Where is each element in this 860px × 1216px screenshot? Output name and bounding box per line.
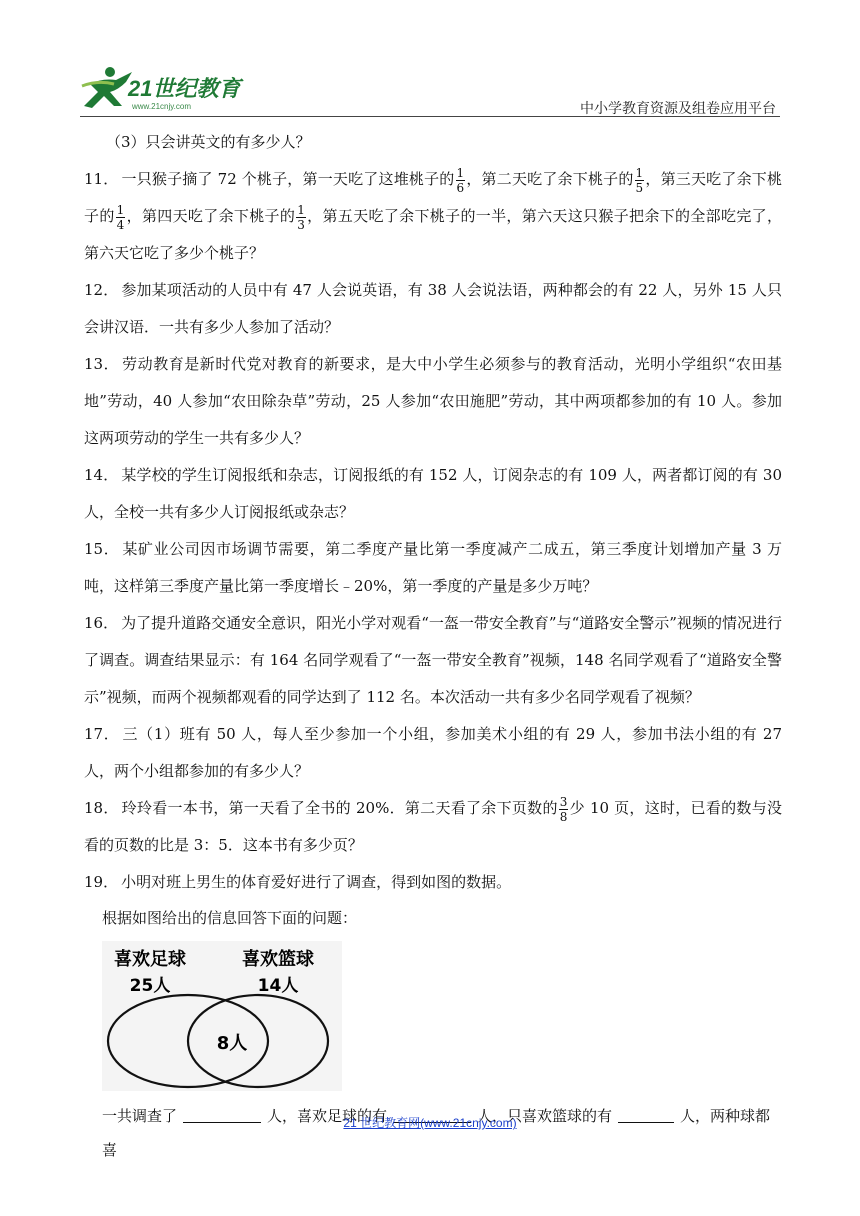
question-number: 19． — [84, 873, 119, 891]
question-number: 18． — [84, 799, 119, 817]
fraction: $\frac{1}{4}$ — [116, 202, 125, 232]
svg-text:21世纪教育: 21世纪教育 — [128, 76, 241, 101]
question-18: 18． 玲玲看一本书，第一天看了全书的 20%．第二天看了余下页数的 $\frac{3}{8}$ 少 10 页，这时，已看的数与没看的页数的比是 3：5．这本书有多少页？ — [84, 794, 782, 854]
question-12: 12． 参加某项活动的人员中有 47 人会说英语，有 38 人会说法语，两种都会的有 22 人，另外 15 人只会讲汉语．一共有多少人参加了活动？ — [84, 281, 782, 336]
venn-left-count: 25人 — [129, 976, 171, 996]
header-rule — [80, 116, 780, 117]
logo-graphic — [80, 62, 280, 116]
question-13: 13． 劳动教育是新时代党对教育的新要求，是大中小学生必须参与的教育活动，光明小学组织“农田基地”劳动，40 人参加“农田除杂草”劳动，25 人参加“农田施肥”劳动，其中两项都参加的有 10 人。参加这两项劳动的学生一共有多少人？ — [84, 355, 782, 447]
question-number: 17． — [84, 725, 120, 743]
fraction: $\frac{1}{3}$ — [297, 202, 305, 232]
question-content — [84, 124, 782, 1167]
venn-right-count: 14人 — [257, 976, 299, 996]
fraction: $\frac{3}{8}$ — [559, 794, 568, 824]
venn-right-label: 喜欢篮球 — [242, 949, 314, 970]
question-number: 16． — [84, 614, 119, 632]
venn-left-label: 喜欢足球 — [114, 949, 186, 970]
page-header — [80, 62, 780, 118]
platform-name: 中小学教育资源及组卷应用平台 — [580, 101, 776, 117]
fraction: $\frac{1}{5}$ — [635, 165, 644, 195]
question-19: 19． 小明对班上男生的体育爱好进行了调查，得到如图的数据。 — [84, 873, 512, 891]
logo — [80, 62, 280, 116]
svg-text:www.21cnjy.com: www.21cnjy.com — [132, 102, 191, 111]
question-number: 11． — [84, 170, 119, 188]
question-number: 14． — [84, 466, 119, 484]
venn-overlap-count: 8人 — [216, 1033, 248, 1054]
question-number: 12． — [84, 281, 119, 299]
venn-diagram — [102, 941, 342, 1091]
question-10-part-3: （3）只会讲英文的有多少人？ — [106, 133, 311, 151]
question-11: 11． 一只猴子摘了 72 个桃子，第一天吃了这堆桃子的 $\frac{1}{6}$ ，第二天吃了余下桃子的 $\frac{1}{5}$ ，第三天吃了余下桃子的 $\frac{1}{4}$ ，第四天吃了余下桃子的 $\frac{1}{3}$ ，第五天吃了余下桃子的一半，第六天这只猴子把余下的全部吃完了，第六天它吃了多少个桃子？ — [84, 165, 782, 262]
question-16: 16． 为了提升道路交通安全意识，阳光小学对观看“一盔一带安全教育”与“道路安全警示”视频的情况进行了调查。调查结果显示：有 164 名同学观看了“一盔一带安全教育”视频，148 名同学观看了“道路安全警示”视频，而两个视频都观看的同学达到了 112 名。本次活动一共有多少名同学观看了视频？ — [84, 614, 782, 706]
question-19-fill-line: 一共调查了 人，喜欢足球的有 人，只喜欢篮球的有 人，两种球都喜 — [102, 1107, 771, 1159]
page-footer — [0, 1114, 860, 1131]
question-14: 14． 某学校的学生订阅报纸和杂志，订阅报纸的有 152 人，订阅杂志的有 109 人，两者都订阅的有 30 人，全校一共有多少人订阅报纸或杂志？ — [84, 466, 782, 521]
fraction: $\frac{1}{6}$ — [456, 165, 465, 195]
question-number: 13． — [84, 355, 120, 373]
question-number: 15． — [84, 540, 120, 558]
question-17: 17． 三（1）班有 50 人，每人至少参加一个小组，参加美术小组的有 29 人，参加书法小组的有 27 人，两个小组都参加的有多少人？ — [84, 725, 782, 780]
footer-link[interactable]: 21 世纪教育网(www.21cnjy.com) — [343, 1116, 517, 1130]
question-19-intro: 根据如图给出的信息回答下面的问题： — [102, 909, 358, 927]
question-15: 15． 某矿业公司因市场调节需要，第二季度产量比第一季度减产二成五，第三季度计划增加产量 3 万吨，这样第三季度产量比第一季度增长﹣20%，第一季度的产量是多少万吨？ — [84, 540, 782, 595]
